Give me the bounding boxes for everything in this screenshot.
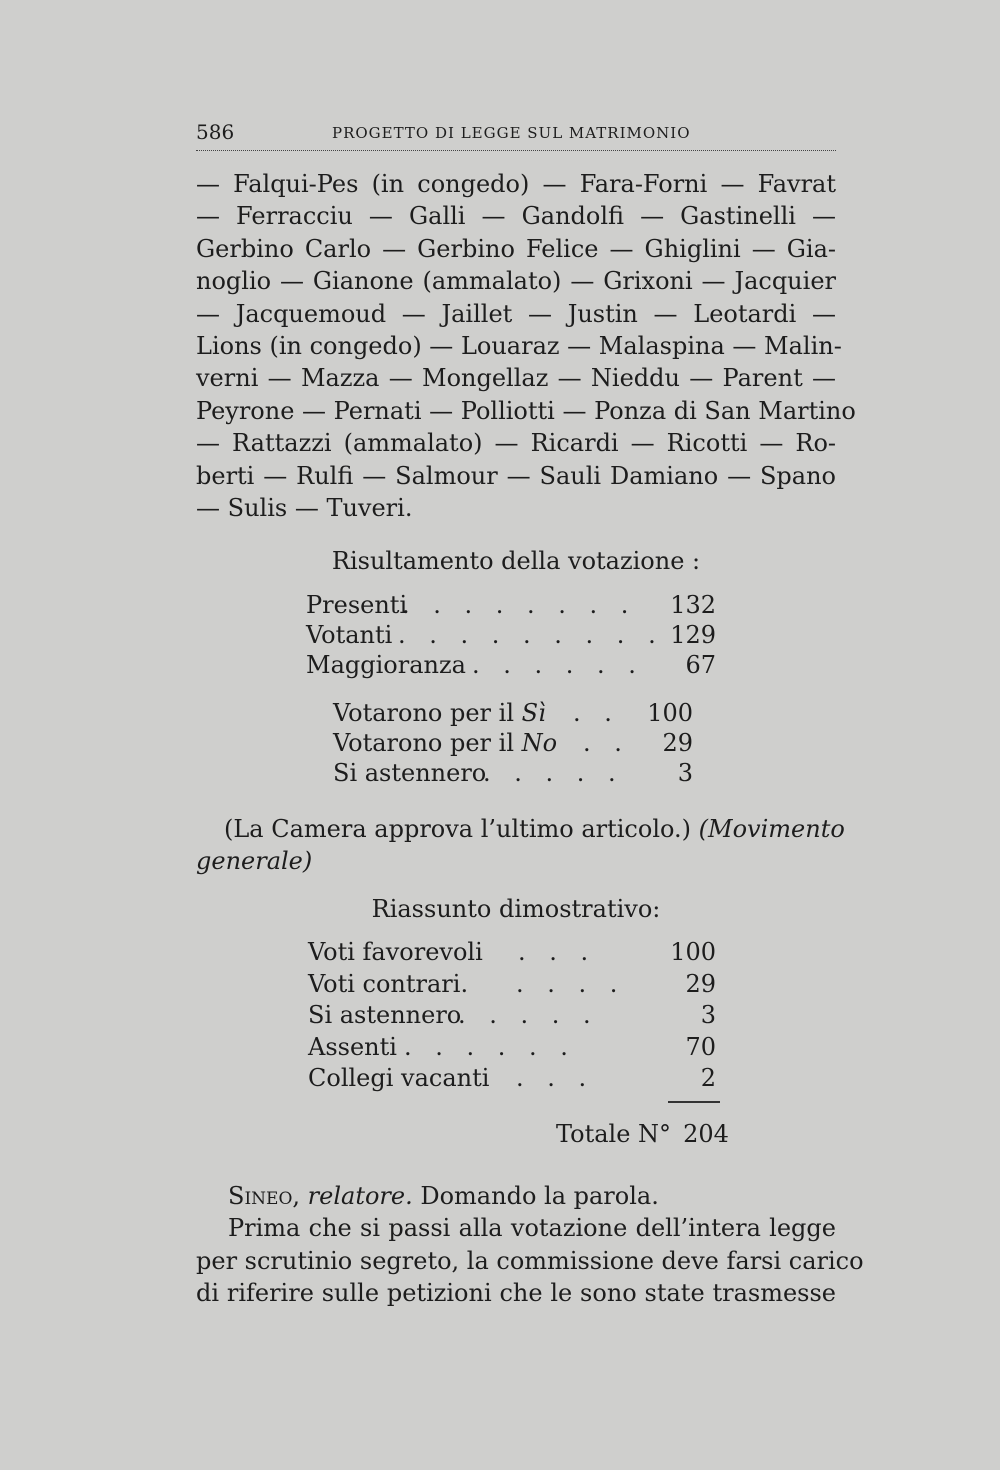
table-row (308, 1032, 726, 1064)
text-line: — Rattazzi (ammalato) — Ricardi — Ricotti — Ro- (196, 429, 836, 458)
row-value: 3 (677, 759, 693, 787)
row-value: 129 (670, 621, 716, 649)
text-line: — Jacquemoud — Jaillet — Justin — Leotardi — (196, 299, 836, 328)
summary-table (308, 937, 726, 1095)
text-line: Gerbino Carlo — Gerbino Felice — Ghiglini — Gia- (196, 234, 836, 263)
vote-option: No (521, 729, 558, 757)
text-line: verni — Mazza — Mongellaz — Nieddu — Parent — (196, 364, 836, 393)
text-line: Peyrone — Pernati — Polliotti — Ponza di San Martino (196, 396, 856, 425)
row-label: Collegi vacanti (308, 1064, 490, 1092)
text-line: per scrutinio segreto, la commissione deve farsi carico (196, 1246, 864, 1275)
row-value: 100 (670, 938, 716, 966)
text-line: Sineo, relatore. Domando la parola. (228, 1182, 659, 1210)
row-value: 3 (700, 1001, 716, 1029)
total-value: 204 (683, 1120, 729, 1148)
text-line: Lions (in congedo) — Louaraz — Malaspina — Malin- (196, 331, 842, 360)
row-label: Votarono per il Sì (333, 699, 546, 727)
table-row (308, 1000, 726, 1032)
speech-paragraph (196, 1180, 864, 1310)
speaker-name: Sineo, (228, 1182, 301, 1210)
table-row (333, 728, 703, 758)
table-row (306, 620, 726, 650)
text-line: — Ferracciu — Galli — Gandolfi — Gastinelli — (196, 202, 836, 231)
text-line: generale) (196, 847, 313, 876)
row-value: 67 (685, 651, 716, 679)
leader-dots: . . . (516, 1064, 595, 1092)
leader-dots: . . . . . (483, 759, 624, 787)
row-value: 132 (670, 591, 716, 619)
text-line: di riferire sulle petizioni che le sono state trasmesse (196, 1279, 836, 1308)
row-label: Voti favorevoli (308, 938, 483, 966)
speaker-role: relatore. (307, 1182, 413, 1210)
header-rule (196, 150, 836, 151)
table-row (306, 650, 726, 680)
text-line: berti — Rulfi — Salmour — Sauli Damiano — Spano (196, 461, 836, 490)
leader-dots: . . . . . (458, 1001, 599, 1029)
row-value: 29 (662, 729, 693, 757)
leader-dots: . . . . (516, 969, 626, 998)
table-row (306, 590, 726, 620)
row-label: Assenti (308, 1032, 397, 1061)
vote-result-heading: Risultamento della votazione : (331, 547, 701, 575)
running-title: PROGETTO DI LEGGE SUL MATRIMONIO (332, 124, 691, 142)
total-row (556, 1120, 729, 1148)
text-line: noglio — Gianone (ammalato) — Grixoni — Jacquier (196, 267, 836, 296)
table-row (333, 758, 703, 788)
row-label: Si astennero (333, 759, 487, 787)
leader-dots: . . . . . . . . (402, 591, 637, 619)
vote-option: Sì (521, 699, 546, 727)
page-header (196, 120, 836, 150)
leader-dots: . . (583, 729, 630, 757)
sum-rule (668, 1101, 720, 1103)
row-value: 100 (647, 699, 693, 727)
leader-dots: . . . (518, 938, 597, 966)
row-value: 70 (685, 1032, 716, 1061)
leader-dots: . . (573, 699, 620, 727)
vote-breakdown-table (333, 698, 703, 788)
row-label: Votarono per il No (333, 729, 558, 757)
leader-dots: . . . . . . (404, 1032, 576, 1061)
row-value: 29 (685, 969, 716, 998)
row-label: Voti contrari. (308, 969, 469, 998)
page-number: 586 (196, 120, 235, 144)
table-row (308, 937, 726, 969)
row-label: Votanti (306, 621, 393, 649)
text-line: — Falqui-Pes (in congedo) — Fara-Forni — Favrat (196, 170, 836, 198)
names-paragraph (196, 168, 856, 524)
approval-paragraph (196, 813, 845, 878)
table-row (308, 1063, 726, 1095)
text-line: Prima che si passi alla votazione dell’intera legge (228, 1214, 836, 1243)
table-row (333, 698, 703, 728)
table-row (308, 969, 726, 1001)
text-line: (La Camera approva l’ultimo articolo.) (Movimento (224, 815, 845, 843)
row-label: Maggioranza (306, 651, 466, 679)
row-label: Presenti (306, 591, 408, 619)
row-value: 2 (700, 1064, 716, 1092)
text-line: — Sulis — Tuveri. (196, 493, 413, 522)
vote-result-table (306, 590, 726, 680)
leader-dots: . . . . . . . . . (398, 621, 664, 649)
total-label: Totale N° (556, 1120, 672, 1148)
summary-heading: Riassunto dimostrativo: (371, 895, 661, 923)
leader-dots: . . . . . . (472, 651, 644, 679)
row-label: Si astennero (308, 1001, 462, 1029)
